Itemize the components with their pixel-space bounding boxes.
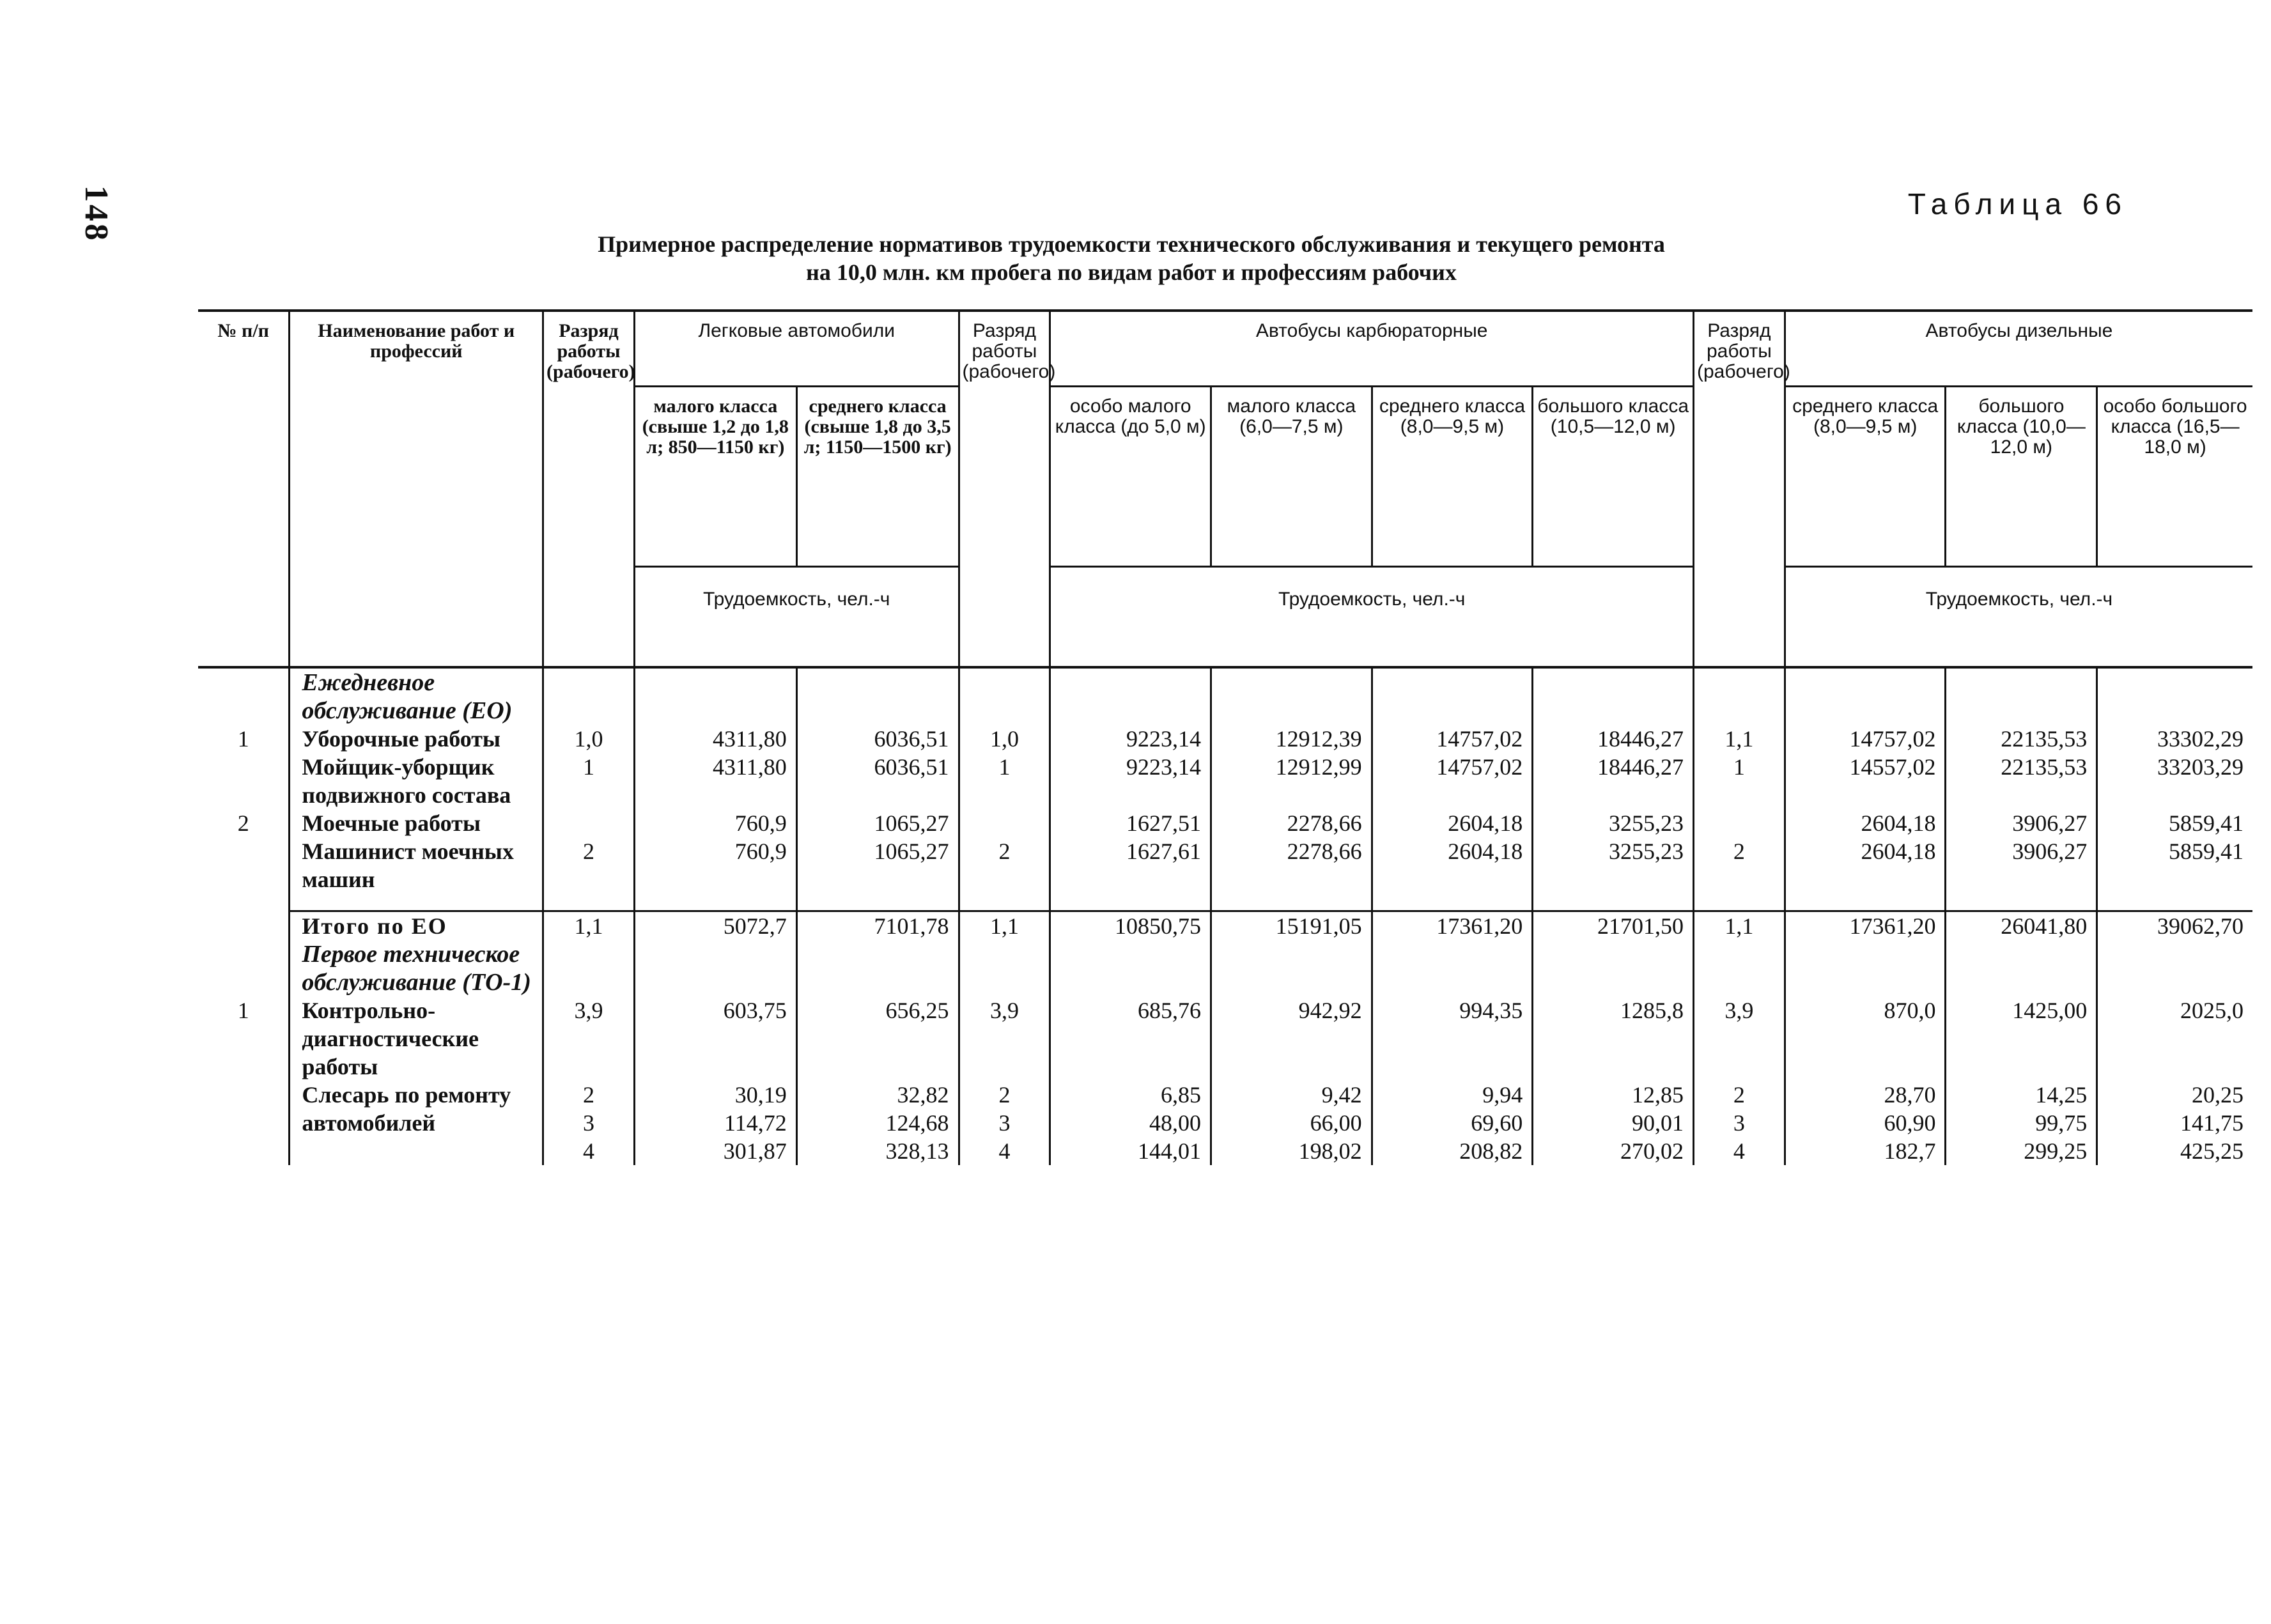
row-number	[198, 753, 290, 809]
row-name: Моечные работы	[290, 809, 543, 837]
col-header-labor-carb: Трудоемкость, чел.-ч	[1050, 566, 1694, 667]
cell-value: 6036,51	[796, 725, 959, 753]
cell-line: 299,25	[2024, 1138, 2088, 1164]
cell-line: 2	[582, 1082, 594, 1108]
cell-value: 1285,8	[1533, 996, 1694, 1081]
table-row	[198, 809, 2252, 837]
cell-line: 114,72	[724, 1110, 787, 1136]
cell-value: 760,9	[634, 809, 796, 837]
cell-value: 10850,75	[1050, 911, 1211, 941]
cell-value: 14757,02	[1372, 725, 1533, 753]
cell-value: 18446,27	[1533, 725, 1694, 753]
row-name: Уборочные работы	[290, 725, 543, 753]
cell-value: 6036,51	[796, 753, 959, 809]
col-header-carb-medium: среднего класса (8,0—9,5 м)	[1372, 386, 1533, 566]
col-header-diesel-extra-large: особо большого класса (16,5—18,0 м)	[2097, 386, 2252, 566]
cell-value	[1785, 1081, 1946, 1165]
col-header-rank-3: Разряд работы (рабочего)	[1693, 311, 1785, 667]
cell-line: 48,00	[1149, 1110, 1202, 1136]
cell-value	[2097, 1081, 2252, 1165]
cell-line: 20,25	[2192, 1082, 2244, 1108]
cell-value: 21701,50	[1533, 911, 1694, 941]
cell-value: 9223,14	[1050, 725, 1211, 753]
cell-value: 39062,70	[2097, 911, 2252, 941]
cell-value: 760,9	[634, 837, 796, 893]
cell-rank-3	[1693, 1081, 1785, 1165]
table-row	[198, 1081, 2252, 1165]
cell-value	[1211, 1081, 1372, 1165]
row-number: 1	[237, 726, 249, 752]
cell-value: 1627,51	[1050, 809, 1211, 837]
cell-line: 4	[582, 1138, 594, 1164]
cell-line: 182,7	[1884, 1138, 1936, 1164]
cell-value: 12912,39	[1211, 725, 1372, 753]
cell-value: 685,76	[1050, 996, 1211, 1081]
col-header-rank-2: Разряд работы (рабочего)	[959, 311, 1050, 667]
cell-value: 603,75	[634, 996, 796, 1081]
cell-value: 26041,80	[1946, 911, 2097, 941]
col-header-carb-small: малого класса (6,0—7,5 м)	[1211, 386, 1372, 566]
cell-value: 14757,02	[1372, 753, 1533, 809]
cell-rank-3: 3,9	[1693, 996, 1785, 1081]
col-header-name: Наименование работ и профессий	[290, 311, 543, 667]
cell-value: 14757,02	[1785, 725, 1946, 753]
cell-line: 6,85	[1161, 1082, 1202, 1108]
cell-line: 69,60	[1471, 1110, 1523, 1136]
cell-value: 14557,02	[1785, 753, 1946, 809]
row-name: Контрольно-диагностические работы	[290, 996, 543, 1081]
cell-value: 17361,20	[1785, 911, 1946, 941]
cell-value: 12912,99	[1211, 753, 1372, 809]
cell-value: 1627,61	[1050, 837, 1211, 893]
section-row	[198, 667, 2252, 725]
cell-rank-3: 1,1	[1693, 911, 1785, 941]
col-header-diesel-large: большого класса (10,0—12,0 м)	[1946, 386, 2097, 566]
cell-value	[1050, 1081, 1211, 1165]
cell-value: 17361,20	[1372, 911, 1533, 941]
cell-value: 1065,27	[796, 837, 959, 893]
cell-value: 3906,27	[1946, 809, 2097, 837]
cell-value: 3255,23	[1533, 809, 1694, 837]
cell-value: 1065,27	[796, 809, 959, 837]
cell-value: 5859,41	[2097, 837, 2252, 893]
cell-value: 994,35	[1372, 996, 1533, 1081]
cell-rank-2: 1,0	[959, 725, 1050, 753]
col-header-rank-1: Разряд работы (рабочего)	[543, 311, 635, 667]
cell-value: 7101,78	[796, 911, 959, 941]
cell-rank-3	[1693, 809, 1785, 837]
col-header-bus-diesel: Автобусы дизельные	[1785, 311, 2252, 386]
total-row	[198, 911, 2252, 941]
col-header-cars: Легковые автомобили	[634, 311, 959, 386]
cell-line: 270,02	[1620, 1138, 1684, 1164]
cell-line: 28,70	[1884, 1082, 1936, 1108]
title-line-1: Примерное распределение нормативов трудоемкости технического обслуживания и текущего ремонта	[598, 231, 1665, 257]
col-header-bus-carb: Автобусы карбюраторные	[1050, 311, 1694, 386]
cell-rank-1: 1	[543, 753, 635, 809]
row-number: 2	[237, 810, 249, 836]
col-header-cars-small: малого класса (свыше 1,2 до 1,8 л; 850—1150 кг)	[634, 386, 796, 566]
cell-rank-1: 1,1	[543, 911, 635, 941]
cell-value: 2604,18	[1372, 837, 1533, 893]
table-row	[198, 996, 2252, 1081]
cell-line: 3	[998, 1110, 1011, 1136]
cell-line: 208,82	[1459, 1138, 1523, 1164]
col-header-number: № п/п	[198, 311, 290, 667]
row-number	[198, 1081, 290, 1165]
cell-value: 942,92	[1211, 996, 1372, 1081]
section-title-eo: Ежедневное обслуживание (ЕО)	[290, 667, 543, 725]
cell-line: 141,75	[2180, 1110, 2244, 1136]
cell-value: 18446,27	[1533, 753, 1694, 809]
cell-line: 30,19	[734, 1082, 787, 1108]
row-name: Итого по ЕО	[290, 911, 543, 941]
row-number: 1	[237, 998, 249, 1023]
cell-value: 2604,18	[1785, 809, 1946, 837]
cell-line: 3	[1733, 1110, 1745, 1136]
cell-value: 2278,66	[1211, 809, 1372, 837]
cell-value: 22135,53	[1946, 753, 2097, 809]
cell-line: 2	[998, 1082, 1011, 1108]
cell-value: 2604,18	[1785, 837, 1946, 893]
cell-value	[1372, 1081, 1533, 1165]
col-header-cars-medium: среднего класса (свыше 1,8 до 3,5 л; 1150—1500 кг)	[796, 386, 959, 566]
col-header-labor-diesel: Трудоемкость, чел.-ч	[1785, 566, 2252, 667]
cell-rank-1	[543, 1081, 635, 1165]
cell-rank-2	[959, 1081, 1050, 1165]
cell-rank-2	[959, 809, 1050, 837]
cell-rank-2: 1,1	[959, 911, 1050, 941]
cell-line: 32,82	[897, 1082, 949, 1108]
cell-line: 9,42	[1321, 1082, 1362, 1108]
table-row	[198, 725, 2252, 753]
cell-value: 15191,05	[1211, 911, 1372, 941]
cell-line: 14,25	[2035, 1082, 2088, 1108]
cell-line: 99,75	[2035, 1110, 2088, 1136]
cell-value: 22135,53	[1946, 725, 2097, 753]
cell-value: 870,0	[1785, 996, 1946, 1081]
cell-line: 425,25	[2180, 1138, 2244, 1164]
cell-value: 33203,29	[2097, 753, 2252, 809]
col-header-carb-extra-small: особо малого класса (до 5,0 м)	[1050, 386, 1211, 566]
cell-line: 66,00	[1310, 1110, 1362, 1136]
page-number: 148	[78, 185, 114, 243]
cell-line: 198,02	[1298, 1138, 1362, 1164]
cell-value: 5859,41	[2097, 809, 2252, 837]
cell-value: 3906,27	[1946, 837, 2097, 893]
cell-rank-1: 1,0	[543, 725, 635, 753]
cell-value: 2604,18	[1372, 809, 1533, 837]
cell-rank-2: 3,9	[959, 996, 1050, 1081]
cell-value: 1425,00	[1946, 996, 2097, 1081]
table-title	[447, 230, 1815, 286]
row-name: Мойщик-уборщик подвижного состава	[290, 753, 543, 809]
cell-value	[1946, 1081, 2097, 1165]
cell-value: 2278,66	[1211, 837, 1372, 893]
cell-value	[1533, 1081, 1694, 1165]
cell-line: 328,13	[885, 1138, 949, 1164]
cell-value	[796, 1081, 959, 1165]
cell-line: 301,87	[723, 1138, 787, 1164]
cell-value: 9223,14	[1050, 753, 1211, 809]
cell-line: 4	[998, 1138, 1011, 1164]
row-number	[198, 837, 290, 893]
cell-line: 9,94	[1482, 1082, 1523, 1108]
cell-value: 3255,23	[1533, 837, 1694, 893]
col-header-carb-large: большого класса (10,5—12,0 м)	[1533, 386, 1694, 566]
cell-rank-3: 2	[1693, 837, 1785, 893]
cell-value: 4311,80	[634, 753, 796, 809]
title-line-2: на 10,0 млн. км пробега по видам работ и профессиям рабочих	[806, 259, 1457, 285]
cell-rank-3: 1,1	[1693, 725, 1785, 753]
cell-rank-2: 2	[959, 837, 1050, 893]
cell-value	[634, 1081, 796, 1165]
cell-line: 144,01	[1138, 1138, 1202, 1164]
cell-rank-1: 3,9	[543, 996, 635, 1081]
section-title-to1: Первое техническое обслуживание (ТО-1)	[290, 940, 543, 996]
col-header-diesel-medium: среднего класса (8,0—9,5 м)	[1785, 386, 1946, 566]
table-row	[198, 753, 2252, 809]
spacer-row	[198, 893, 2252, 911]
table-label: Таблица 66	[1907, 187, 2128, 220]
cell-line: 60,90	[1884, 1110, 1936, 1136]
cell-line: 4	[1733, 1138, 1745, 1164]
cell-rank-1: 2	[543, 837, 635, 893]
cell-value: 2025,0	[2097, 996, 2252, 1081]
row-name: Слесарь по ремонту автомобилей	[290, 1081, 543, 1165]
section-row	[198, 940, 2252, 996]
cell-value: 5072,7	[634, 911, 796, 941]
cell-value: 33302,29	[2097, 725, 2252, 753]
cell-line: 12,85	[1631, 1082, 1684, 1108]
cell-rank-2: 1	[959, 753, 1050, 809]
col-header-labor-cars: Трудоемкость, чел.-ч	[634, 566, 959, 667]
cell-rank-3: 1	[1693, 753, 1785, 809]
cell-value: 4311,80	[634, 725, 796, 753]
cell-line: 3	[582, 1110, 594, 1136]
cell-rank-1	[543, 809, 635, 837]
table-row	[198, 837, 2252, 893]
cell-value: 656,25	[796, 996, 959, 1081]
row-name: Машинист моечных машин	[290, 837, 543, 893]
labor-distribution-table	[198, 309, 2252, 1165]
cell-line: 2	[1733, 1082, 1745, 1108]
cell-line: 124,68	[885, 1110, 949, 1136]
cell-line: 90,01	[1631, 1110, 1684, 1136]
row-number	[198, 911, 290, 941]
